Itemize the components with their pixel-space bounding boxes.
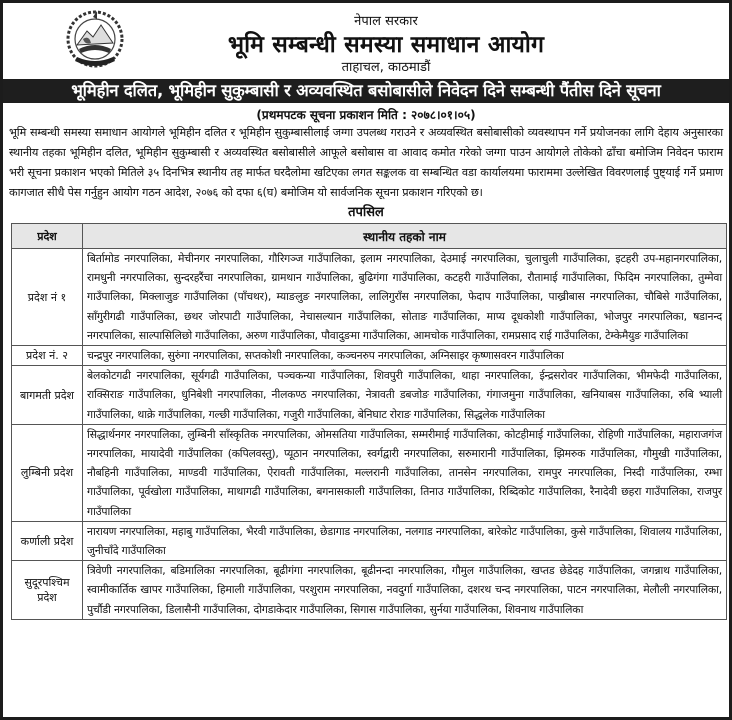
organization-name: भूमि सम्बन्धी समस्या समाधान आयोग [227, 32, 545, 58]
local-levels-cell: सिद्धार्थनगर नगरपालिका, लुम्बिनी साँस्कृतिक नगरपालिका, ओमसतिया गाउँपालिका, सम्मरीमाई गाउँपालिका, कोटहीमाई गाउँपालिका, रोहिणी गाउँपालिका, महाराजगंज नगरपालिका, मायादेवी गाउँपालिका (कपिलवस्तु), प्यूठान नगरपालिका, स्वर्गद्वारी नगरपालिका, सरुमारानी गाउँपालिका, झिमरुक गाउँपालिका, गौमुखी गाउँपालिका, नौबहिनी गाउँपालिका, माण्डवी गाउँपालिका, ऐरावती गाउँपालिका, मल्लरानी गाउँपालिका, तानसेन नगरपालिका, रामपुर नगरपालिका, निस्दी गाउँपालिका, रम्भा गाउँपालिका, पूर्वखोला गाउँपालिका, माथागढी गाउँपालिका, बगनासकाली गाउँपालिका, तिनाउ गाउँपालिका, रिब्दिकोट गाउँपालिका, रैनादेवी छहरा गाउँपालिका, राजपुर गाउँपालिका [83, 424, 727, 521]
table-row [12, 561, 727, 620]
notice-title-banner: भूमिहीन दलित, भूमिहीन सुकुम्बासी र अव्यवस्थित बसोबासीले निवेदन दिने सम्बन्धी पैंतीस दिने सूचना [3, 79, 729, 103]
province-cell: सुदूरपश्चिम प्रदेश [12, 561, 83, 620]
province-cell: कर्णाली प्रदेश [12, 521, 83, 560]
local-levels-cell: बेलकोटगढी नगरपालिका, सूर्यगढी गाउँपालिका, पञ्चकन्या गाउँपालिका, शिवपुरी गाउँपालिका, थाहा नगरपालिका, ईन्द्रसरोवर गाउँपालिका, भीमफेदी गाउँपालिका, राक्सिराङ गाउँपालिका, धुनिबेशी नगरपालिका, नीलकण्ठ नगरपालिका, नेत्रावती डबजोङ गाउँपालिका, गंगाजमुना गाउँपालिका, खनियाबस गाउँपालिका, रुबि भ्याली गाउँपालिका, थाक्रे गाउँपालिका, गल्छी गाउँपालिका, गजुरी गाउँपालिका, बेनिघाट रोराङ गाउँपालिका, सिद्धलेक गाउँपालिका [83, 366, 727, 425]
table-row [12, 346, 727, 366]
local-levels-table [11, 223, 727, 620]
local-levels-cell: त्रिवेणी नगरपालिका, बडिमालिका नगरपालिका, बूढीगंगा नगरपालिका, बूढीनन्दा नगरपालिका, गौमुल गाउँपालिका, खप्तड छेडेदह गाउँपालिका, जगन्नाथ गाउँपालिका, स्वामीकार्तिक खापर गाउँपालिका, हिमाली गाउँपालिका, परशुराम नगरपालिका, नवदुर्गा गाउँपालिका, दशरथ चन्द नगरपालिका, पाटन नगरपालिका, मेलौली नगरपालिका, पुर्चौडी नगरपालिका, डिलासैनी गाउँपालिका, दोगडाकेदार गाउँपालिका, सिगास गाउँपालिका, सुर्नया गाउँपालिका, शिवनाथ गाउँपालिका [83, 561, 727, 620]
table-row [12, 249, 727, 346]
local-levels-cell: बिर्तामोड नगरपालिका, मेचीनगर नगरपालिका, गौरिगञ्ज गाउँपालिका, इलाम नगरपालिका, देउमाई नगरपालिका, चुलाचुली गाउँपालिका, इटहरी उप-महानगरपालिका, रामधुनी नगरपालिका, सुन्दरहरैंचा नगरपालिका, ग्रामथान गाउँपालिका, बुढिगंगा गाउँपालिका, कटहरी गाउँपालिका, रौतामाई गाउँपालिका, फिदिम नगरपालिका, तुम्मेवा गाउँपालिका, मिक्लाजुङ गाउँपालिका (पाँचथर), म्याङलुङ नगरपालिका, लालिगुराँस नगरपालिका, फेदाप गाउँपालिका, पाख्रीबास नगरपालिका, चौबिसे गाउँपालिका, साँगुरीगढी गाउँपालिका, छथर जोरपाटी गाउँपालिका, नेचासल्यान गाउँपालिका, सोताङ गाउँपालिका, माप्य दूधकोशी गाउँपालिका, भोजपुर नगरपालिका, षडानन्द नगरपालिका, साल्पासिलिछो गाउँपालिका, अरुण गाउँपालिका, पौवादुङमा गाउँपालिका, आमचोक गाउँपालिका, रामप्रसाद राई गाउँपालिका, टेम्केमैयुङ गाउँपालिका [83, 249, 727, 346]
province-cell: प्रदेश नं १ [12, 249, 83, 346]
schedule-title: तपसिल [348, 205, 384, 220]
letterhead [3, 3, 729, 79]
table-row [12, 366, 727, 425]
table-row [12, 424, 727, 521]
local-levels-cell: चन्द्रपुर नगरपालिका, सुरुंगा नगरपालिका, सप्तकोशी नगरपालिका, कञ्चनरुप नगरपालिका, अग्निसाइर कृष्णासवरन गाउँपालिका [83, 346, 727, 366]
province-cell: प्रदेश नं. २ [12, 346, 83, 366]
column-header-local-level: स्थानीय तहको नाम [83, 224, 727, 249]
local-levels-cell: नारायण नगरपालिका, महाबु गाउँपालिका, भैरवी गाउँपालिका, छेडागाड नगरपालिका, नलगाड नगरपालिका, बारेकोट गाउँपालिका, कुसे गाउँपालिका, शिवालय गाउँपालिका, जुनीचाँदे गाउँपालिका [83, 521, 727, 560]
table-header-row [12, 224, 727, 249]
province-cell: बागमती प्रदेश [12, 366, 83, 425]
notice-body: भूमि सम्बन्धी समस्या समाधान आयोगले भूमिहीन दलित र भूमिहीन सुकुम्बासीलाई जग्गा उपलब्ध गराउने र अव्यवस्थित बसोबासीको व्यवस्थापन गर्ने प्रयोजनका लागि देहाय अनुसारका स्थानीय तहका भूमिहीन दलित, भूमिहीन सुकुम्बासी र अव्यवस्थित बसोबासीले आफूले बसोबास वा आवाद कमोत गरेको जग्गा पाउन आयोगले तोकेको ढाँचा बमोजिम निवेदन फाराम भरी सूचना प्रकाशन भएको मितिले ३५ दिनभित्र स्थानीय तह मार्फत घरदैलोमा खटिएका लगत सङ्कलक वा सम्बन्धित वडा कार्यालयमा फाराममा उल्लेखित विवरणलाई पुष्ट्याई गर्ने प्रमाण कागजात सीधै पेस गर्नुहुन आयोग गठन आदेश, २०७६ को दफा ६(घ) बमोजिम यो सार्वजनिक सूचना प्रकाशन गरिएको छ। [9, 126, 723, 199]
province-cell: लुम्बिनी प्रदेश [12, 424, 83, 521]
table-row [12, 521, 727, 560]
government-name: नेपाल सरकार [354, 14, 418, 29]
column-header-province: प्रदेश [12, 224, 83, 249]
first-publication-date: (प्रथमपटक सूचना प्रकाशन मिति : २०७८।०१।०५) [256, 108, 476, 122]
organization-address: ताहाचल, काठमाडौं [341, 60, 431, 75]
